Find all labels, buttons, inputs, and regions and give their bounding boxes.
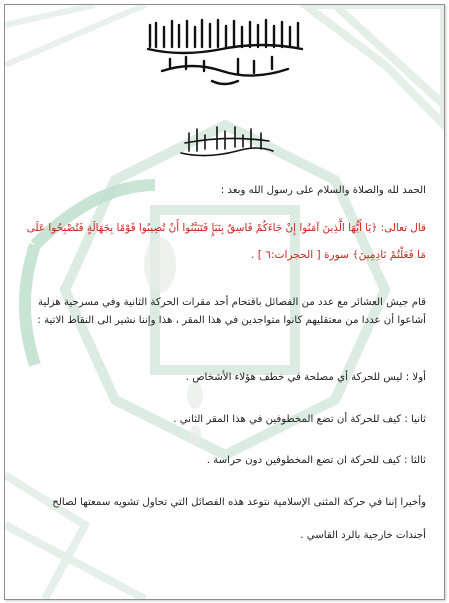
point-1: أولا : ليس للحركة أي مصلحة في خطف هؤلاء الأشخاص .	[185, 372, 426, 383]
greeting-line: الحمد لله والصلاة والسلام على رسول الله وبعد :	[220, 185, 426, 196]
basmala-calligraphy	[177, 123, 277, 163]
paragraph-2-line-1: وأخيرا إننا في حركة المثنى الإسلامية نتوعد هذه الفصائل التي تحاول تشويه سمعتها لصالح	[52, 497, 426, 508]
shahada-calligraphy-logo	[142, 17, 307, 89]
paragraph-1-line-2: أشاعوا أن عددا من معتقليهم كانوا متواجدين في هذا المقر ، هذا وإننا نشير الى النقاط الاتية :	[37, 315, 426, 326]
point-2: ثانيا : كيف للحركة أن تضع المخطوفين في هذا المقر الثاني .	[173, 414, 426, 425]
paragraph-2-line-2: أجندات خارجية بالرد القاسي .	[300, 530, 426, 541]
point-3: ثالثا : كيف للحركة ان تضع المخطوفين دون حراسة .	[206, 455, 426, 466]
document-page	[4, 4, 445, 600]
quran-verse-line-1: قال تعالى: ﴿يَا أَيُّهَا الَّذِينَ آمَنُوا إِنْ جَاءَكُمْ فَاسِقٌ بِنَبَإٍ فَتَبَيَّنُوا أَنْ تُصِيبُوا قَوْمًا بِجَهَالَةٍ فَتُصْبِحُوا عَلَى	[26, 222, 426, 234]
quran-verse-line-2: مَا فَعَلْتُمْ نَادِمِينَ﴾ سورة [ الحجرات:٦ ] .	[251, 249, 426, 261]
paragraph-1-line-1: قام جيش العشائر مع عدد من الفصائل باقتحام أحد مقرات الحركة الثانية وفي مسرحية هزلية	[38, 297, 426, 308]
